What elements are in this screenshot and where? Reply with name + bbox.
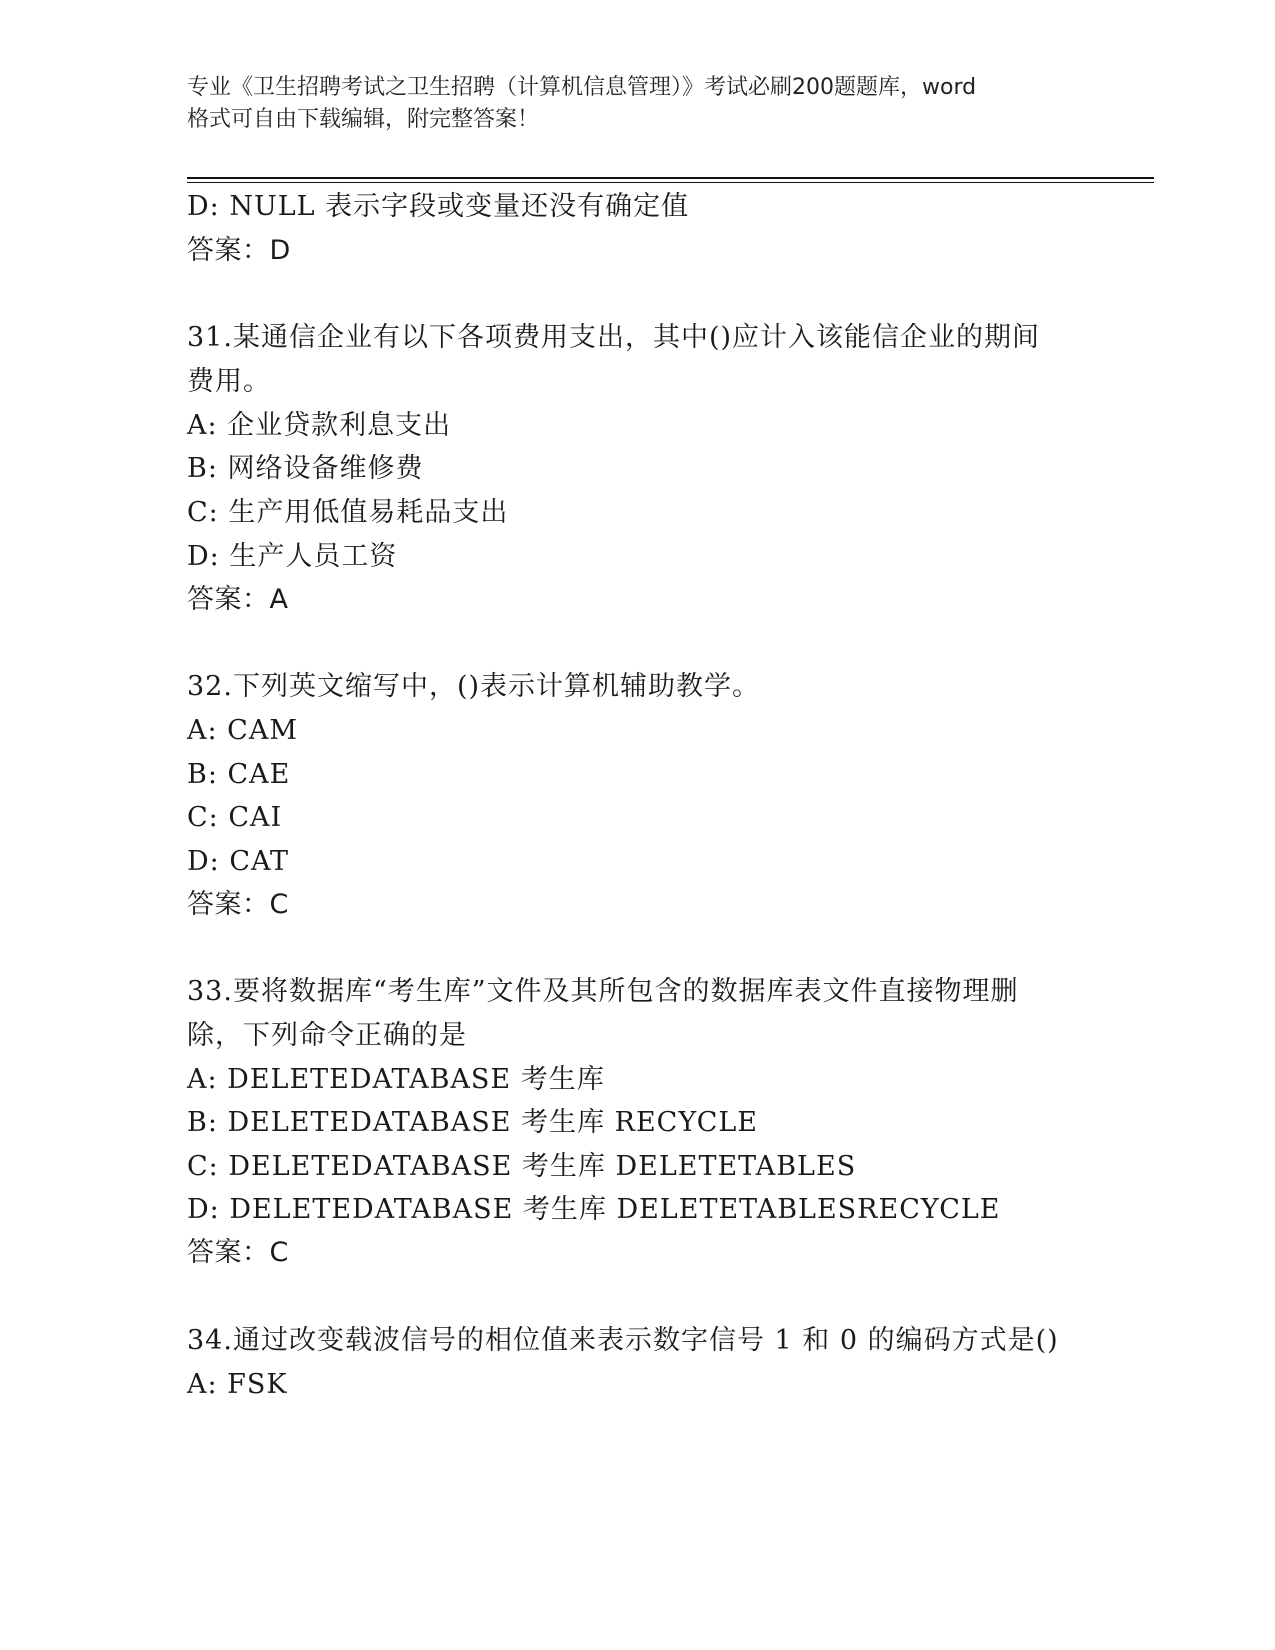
q31-stem-line-1: 31.某通信企业有以下各项费用支出，其中()应计入该能信企业的期间	[187, 322, 1041, 353]
q33-stem-line-2: 除，下列命令正确的是	[187, 1020, 467, 1051]
q33-option-c: C: DELETEDATABASE 考生库 DELETETABLES	[187, 1151, 857, 1182]
q30-option-d: D: NULL 表示字段或变量还没有确定值	[187, 191, 690, 222]
q34-option-a: A: FSK	[187, 1369, 288, 1400]
q33-answer: 答案：C	[187, 1237, 289, 1268]
q32-answer: 答案：C	[187, 889, 289, 920]
q32-stem-line-1: 32.下列英文缩写中，()表示计算机辅助教学。	[187, 671, 761, 702]
q31-option-c: C: 生产用低值易耗品支出	[187, 497, 509, 528]
q34-stem-line-1: 34.通过改变载波信号的相位值来表示数字信号 1 和 0 的编码方式是()	[187, 1325, 1059, 1356]
q31-option-d: D: 生产人员工资	[187, 541, 398, 572]
q32-option-a: A: CAM	[187, 715, 298, 746]
document-header	[187, 72, 1107, 136]
q32-option-b: B: CAE	[187, 759, 291, 790]
q33-stem-line-1: 33.要将数据库“考生库”文件及其所包含的数据库表文件直接物理删	[187, 976, 1019, 1007]
q32-option-d: D: CAT	[187, 846, 290, 877]
q33-option-b: B: DELETEDATABASE 考生库 RECYCLE	[187, 1107, 758, 1138]
q30-answer: 答案：D	[187, 235, 291, 266]
q31-answer: 答案：A	[187, 584, 289, 615]
header-line-1: 专业《卫生招聘考试之卫生招聘（计算机信息管理）》考试必刷200题题库，word	[187, 75, 977, 100]
header-line-2: 格式可自由下载编辑，附完整答案！	[187, 107, 540, 132]
q31-option-b: B: 网络设备维修费	[187, 453, 424, 484]
q33-option-a: A: DELETEDATABASE 考生库	[187, 1064, 605, 1095]
q32-option-c: C: CAI	[187, 802, 283, 833]
q31-option-a: A: 企业贷款利息支出	[187, 410, 452, 441]
header-divider-thick	[187, 177, 1154, 179]
header-divider-thin	[187, 182, 1154, 183]
q33-option-d: D: DELETEDATABASE 考生库 DELETETABLESRECYCLE	[187, 1194, 1001, 1225]
q31-stem-line-2: 费用。	[187, 366, 271, 397]
